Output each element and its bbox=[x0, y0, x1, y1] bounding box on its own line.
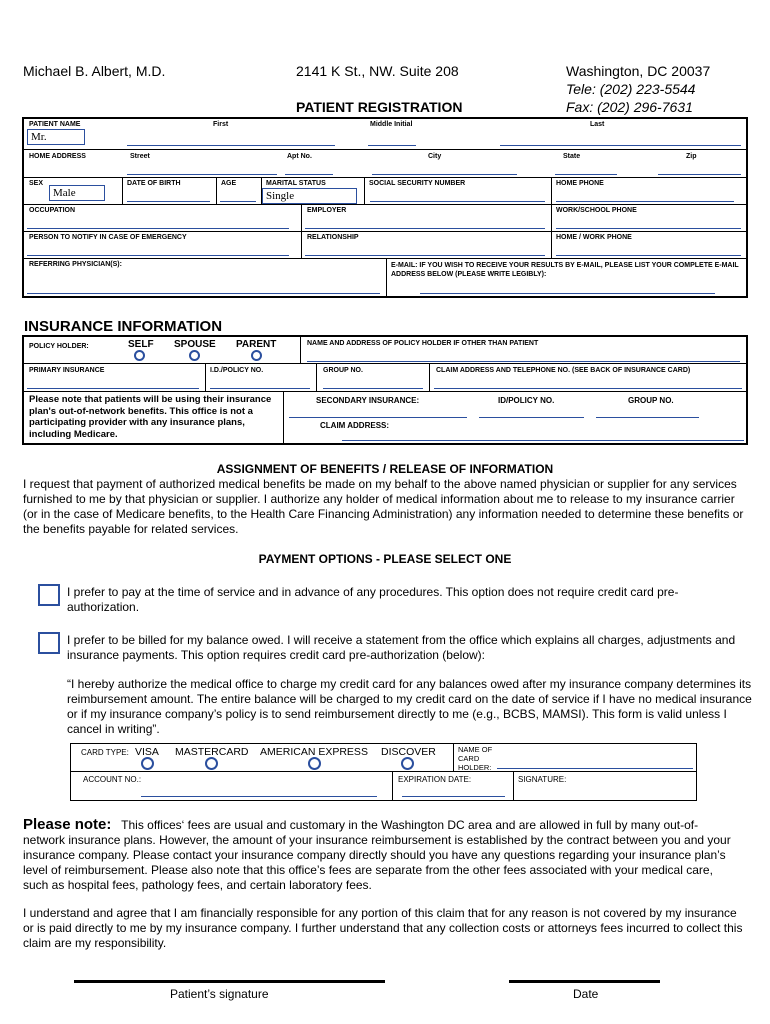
amex-radio[interactable] bbox=[308, 757, 321, 770]
primary-insurance-field[interactable] bbox=[27, 388, 199, 389]
claim-address-label: CLAIM ADDRESS: bbox=[320, 421, 390, 430]
self-label: SELF bbox=[128, 339, 154, 350]
employer-label: EMPLOYER bbox=[307, 207, 347, 214]
first-name-field[interactable] bbox=[127, 145, 335, 146]
please-note-body: This offices‘ fees are usual and customary in the Washington DC area and are allowed in full by many out-of-network insurance plans. However, the amount of your insurance reimbursement is established by the contract between you and your insurance company. Please contact your insurance company directly should you have any questions regarding your insurance plan’s level of reimbursement. Please also note that this office’s fees are separate from the other fees associated with your medical care, such as hospital fees, pathology fees, and certain laboratory fees. bbox=[23, 818, 731, 892]
email-instructions: E-MAIL: IF YOU WISH TO RECEIVE YOUR RESULTS BY E-MAIL, PLEASE LIST YOUR COMPLETE E-MAIL ADDRESS BELOW (PLEASE WRITE LEGIBLY): bbox=[391, 262, 739, 278]
city-label: City bbox=[428, 153, 442, 160]
zip-field[interactable] bbox=[658, 174, 741, 175]
group-no-label: GROUP NO. bbox=[323, 367, 363, 374]
divider bbox=[23, 231, 747, 232]
card-type-label: CARD TYPE: bbox=[81, 748, 129, 757]
divider bbox=[23, 391, 747, 392]
parent-radio[interactable] bbox=[251, 350, 262, 361]
bill-balance-checkbox[interactable] bbox=[38, 632, 60, 654]
visa-radio[interactable] bbox=[141, 757, 154, 770]
apt-label: Apt No. bbox=[287, 153, 312, 160]
age-label: AGE bbox=[221, 180, 237, 187]
claim-address-phone-field[interactable] bbox=[434, 388, 742, 389]
home-work-phone-label: HOME / WORK PHONE bbox=[556, 234, 632, 241]
office-phone: Tele: (202) 223-5544 bbox=[566, 81, 696, 97]
signature-label: SIGNATURE: bbox=[518, 775, 567, 784]
visa-label: VISA bbox=[135, 746, 159, 758]
card-holder-field[interactable] bbox=[497, 768, 693, 769]
spouse-radio[interactable] bbox=[189, 350, 200, 361]
authorization-text: “I hereby authorize the medical office to charge my credit card for any balances owed after my insurance company determines its reimbursement amount. The entire balance will be charged to my credit card on the date of service if I have no medical insurance or if my insurance company’s policy is to send reimbursement directly to me (e.g., BCBS, MAMSI). This form is valid unless I cancel in writing”. bbox=[67, 677, 752, 736]
account-no-field[interactable] bbox=[141, 796, 377, 797]
bill-balance-text: I prefer to be billed for my balance owed. I will receive a statement from the office which explains all charges, adjustments and insurance payments. This option requires credit card pre-authorization (below): bbox=[67, 633, 736, 662]
divider bbox=[301, 205, 302, 258]
secondary-insurance-label: SECONDARY INSURANCE: bbox=[316, 396, 420, 405]
out-of-network-note: Please note that patients will be using their insurance plan's out-of-network benefits. This office is not a participating provider with any insurance plans, including Medicare. bbox=[29, 394, 272, 440]
expiration-label: EXPIRATION DATE: bbox=[398, 775, 472, 784]
id-policy-field[interactable] bbox=[210, 388, 310, 389]
home-work-phone-field[interactable] bbox=[556, 255, 741, 256]
zip-label: Zip bbox=[686, 153, 697, 160]
patient-signature-label: Patient’s signature bbox=[170, 987, 269, 1001]
street-label: Street bbox=[130, 153, 150, 160]
state-field[interactable] bbox=[555, 174, 617, 175]
occupation-field[interactable] bbox=[27, 228, 289, 229]
divider bbox=[23, 177, 747, 178]
group-no-field[interactable] bbox=[323, 388, 423, 389]
please-note-paragraph bbox=[23, 817, 739, 893]
assignment-body: I request that payment of authorized medical benefits be made on my behalf to the above named physician or supplier for any services furnished to me by that physician or supplier. I authorize any holder of medical information about me to release to my insurance carrier (or in the case of Medicare benefits, to the Health Care Financing Administration) any information needed to determine these benefits or the benefits payable for related services. bbox=[23, 477, 744, 536]
marital-status-label: MARITAL STATUS bbox=[266, 180, 326, 187]
signature-line[interactable] bbox=[74, 980, 385, 983]
divider bbox=[283, 392, 284, 444]
page-title: PATIENT REGISTRATION bbox=[296, 99, 463, 115]
parent-label: PARENT bbox=[236, 339, 277, 350]
email-field[interactable] bbox=[420, 293, 715, 294]
ssn-label: SOCIAL SECURITY NUMBER bbox=[369, 180, 466, 187]
please-note-label: Please note: bbox=[23, 816, 112, 833]
office-city: Washington, DC 20037 bbox=[566, 63, 711, 79]
apt-field[interactable] bbox=[285, 174, 333, 175]
divider bbox=[23, 363, 747, 364]
divider bbox=[551, 178, 552, 258]
office-street: 2141 K St., NW. Suite 208 bbox=[296, 63, 459, 79]
divider bbox=[453, 744, 454, 771]
dob-field[interactable] bbox=[127, 201, 210, 202]
emergency-contact-field[interactable] bbox=[27, 255, 289, 256]
divider bbox=[513, 772, 514, 800]
city-field[interactable] bbox=[372, 174, 517, 175]
payment-options-heading: PAYMENT OPTIONS - PLEASE SELECT ONE bbox=[258, 552, 512, 566]
middle-initial-label: Middle Initial bbox=[370, 121, 413, 128]
divider bbox=[316, 364, 317, 391]
relationship-field[interactable] bbox=[305, 255, 545, 256]
secondary-id-policy-label: ID/POLICY NO. bbox=[498, 396, 555, 405]
home-phone-field[interactable] bbox=[556, 201, 734, 202]
id-policy-label: I.D./POLICY NO. bbox=[210, 367, 264, 374]
home-address-label: HOME ADDRESS bbox=[29, 153, 86, 160]
account-no-label: ACCOUNT NO.: bbox=[83, 775, 142, 784]
divider bbox=[216, 178, 217, 204]
date-line[interactable] bbox=[509, 980, 660, 983]
holder-name-address-field[interactable] bbox=[307, 361, 740, 362]
claim-address-field[interactable] bbox=[342, 440, 744, 441]
last-name-field[interactable] bbox=[500, 145, 741, 146]
emergency-contact-label: PERSON TO NOTIFY IN CASE OF EMERGENCY bbox=[29, 234, 187, 241]
referring-physician-field[interactable] bbox=[27, 293, 380, 294]
ssn-field[interactable] bbox=[370, 201, 545, 202]
discover-label: DISCOVER bbox=[381, 746, 436, 758]
street-field[interactable] bbox=[127, 174, 277, 175]
work-phone-label: WORK/SCHOOL PHONE bbox=[556, 207, 637, 214]
sex-label: SEX bbox=[29, 180, 44, 187]
insurance-heading: INSURANCE INFORMATION bbox=[24, 318, 223, 335]
card-holder-label: NAME OF CARD HOLDER: bbox=[458, 745, 493, 772]
claim-address-phone-label: CLAIM ADDRESS AND TELEPHONE NO. (SEE BACK OF INSURANCE CARD) bbox=[436, 367, 691, 374]
secondary-insurance-field[interactable] bbox=[289, 417, 467, 418]
mastercard-radio[interactable] bbox=[205, 757, 218, 770]
secondary-id-policy-field[interactable] bbox=[479, 417, 584, 418]
divider bbox=[23, 258, 747, 259]
assignment-heading: ASSIGNMENT OF BENEFITS / RELEASE OF INFORMATION bbox=[216, 462, 554, 476]
name-prefix-field[interactable]: Mr. bbox=[27, 129, 85, 145]
mastercard-label: MASTERCARD bbox=[175, 746, 249, 758]
state-label: State bbox=[563, 153, 581, 160]
middle-initial-field[interactable] bbox=[368, 145, 416, 146]
work-phone-field[interactable] bbox=[556, 228, 741, 229]
divider bbox=[23, 149, 747, 150]
relationship-label: RELATIONSHIP bbox=[307, 234, 359, 241]
divider bbox=[392, 772, 393, 800]
self-radio[interactable] bbox=[134, 350, 145, 361]
patient-name-label: PATIENT NAME bbox=[29, 121, 81, 128]
financial-responsibility-text: I understand and agree that I am financially responsible for any portion of this claim that for any reason is not covered by my insurance or is paid directly to me by my insurance company. I further understand that any collection costs or attorneys fees incurred to collect this claim are my responsibility. bbox=[23, 906, 743, 950]
dob-label: DATE OF BIRTH bbox=[127, 180, 181, 187]
date-label: Date bbox=[573, 987, 599, 1001]
holder-name-address-label: NAME AND ADDRESS OF POLICY HOLDER IF OTHER THAN PATIENT bbox=[307, 340, 539, 347]
marital-status-field[interactable]: Single bbox=[262, 188, 357, 204]
age-field[interactable] bbox=[220, 201, 256, 202]
amex-label: AMERICAN EXPRESS bbox=[260, 746, 368, 758]
occupation-label: OCCUPATION bbox=[29, 207, 76, 214]
home-phone-label: HOME PHONE bbox=[556, 180, 604, 187]
last-name-label: Last bbox=[590, 121, 605, 128]
discover-radio[interactable] bbox=[401, 757, 414, 770]
office-fax: Fax: (202) 296-7631 bbox=[566, 99, 693, 115]
employer-field[interactable] bbox=[305, 228, 545, 229]
expiration-field[interactable] bbox=[402, 796, 505, 797]
primary-insurance-label: PRIMARY INSURANCE bbox=[29, 367, 105, 374]
secondary-group-label: GROUP NO. bbox=[628, 396, 674, 405]
divider bbox=[23, 204, 747, 205]
doctor-name: Michael B. Albert, M.D. bbox=[23, 63, 166, 79]
divider bbox=[364, 178, 365, 204]
divider bbox=[122, 178, 123, 204]
divider bbox=[205, 364, 206, 391]
divider bbox=[429, 364, 430, 391]
divider bbox=[386, 259, 387, 297]
secondary-group-field[interactable] bbox=[596, 417, 699, 418]
referring-physician-label: REFERRING PHYSICIAN(S): bbox=[29, 261, 122, 268]
first-name-label: First bbox=[213, 121, 229, 128]
policy-holder-label: POLICY HOLDER: bbox=[29, 343, 89, 350]
pay-at-service-text: I prefer to pay at the time of service and in advance of any procedures. This option does not require credit card pre-authorization. bbox=[67, 585, 679, 614]
divider bbox=[71, 771, 696, 772]
spouse-label: SPOUSE bbox=[174, 339, 216, 350]
pay-at-service-checkbox[interactable] bbox=[38, 584, 60, 606]
divider bbox=[300, 336, 301, 363]
sex-field[interactable]: Male bbox=[49, 185, 105, 201]
